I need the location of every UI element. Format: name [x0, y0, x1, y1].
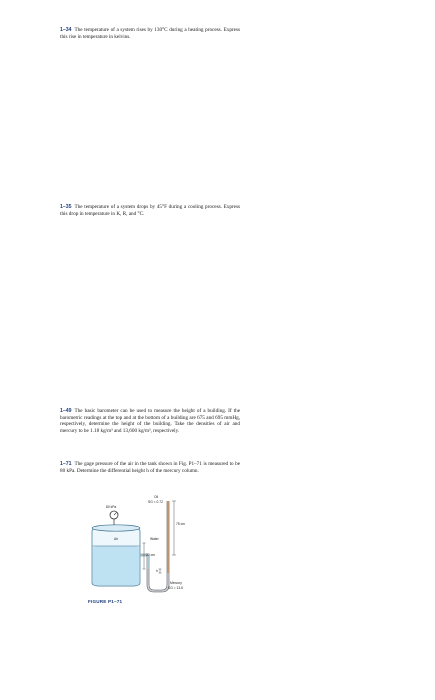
problem-number: 1–35: [60, 204, 72, 210]
problem-text: The temperature of a system rises by 130°C during a heating process. Express this rise in temperature in kelvins.: [60, 27, 240, 40]
problem-text: The gage pressure of the air in the tank shown in Fig. P1–71 is measured to be 80 kPa. Determine the differential height h of the mercury column.: [60, 461, 240, 474]
mercury-sg-label: SG = 13.6: [168, 586, 183, 590]
h-label: h: [156, 569, 158, 573]
problem-1-34: [60, 27, 240, 40]
water-label: Water: [150, 537, 159, 541]
gauge-label: 80 kPa: [106, 505, 117, 509]
air-label: Air: [114, 537, 119, 541]
problem-number: 1–34: [60, 27, 72, 33]
oil-label: Oil: [154, 495, 159, 499]
figure-caption: FIGURE P1–71: [88, 599, 123, 604]
problem-text: The basic barometer can be used to measure the height of a building. If the barometric readings at the top and at the bottom of a building are 675 and 695 mmHg, respectively, determine the height of the building. Take the densities of air and mercury to be 1.18 kg/m³ and 13,600 kg/m³, respectively.: [60, 408, 240, 434]
mercury-column: [148, 569, 168, 591]
tank-water: [92, 546, 139, 586]
problem-1-35: [60, 204, 240, 217]
oil-sg-label: SG = 0.72: [148, 500, 163, 504]
mercury-label: Mercury: [170, 581, 182, 585]
tank-manometer-diagram: [84, 495, 194, 607]
problem-number: 1–71: [60, 461, 72, 467]
dim-30-label: 30 cm: [146, 553, 155, 557]
problem-number: 1–49: [60, 408, 72, 414]
u-tube: [148, 501, 168, 591]
dim-75-label: 75 cm: [176, 522, 185, 526]
figure-p1-71: [84, 495, 194, 607]
problem-1-49: [60, 408, 240, 434]
problem-1-71: [60, 461, 240, 474]
problem-text: The temperature of a system drops by 45°F during a cooling process. Express this drop in temperature in K, R, and °C.: [60, 204, 240, 217]
tank-top: [92, 525, 140, 531]
